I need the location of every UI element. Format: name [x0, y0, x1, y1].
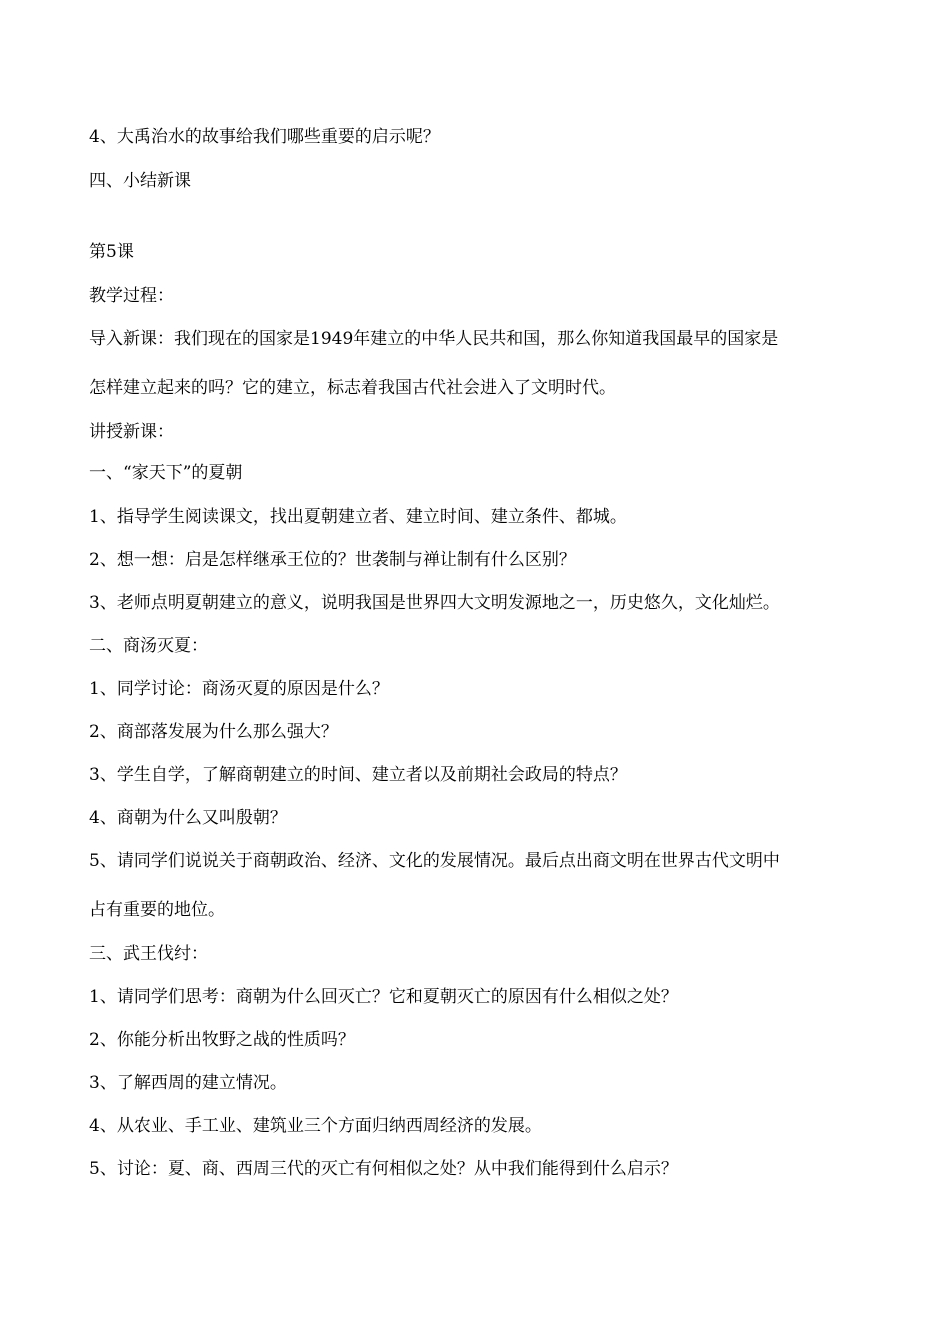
list-item: 1、请同学们思考：商朝为什么回灭亡？它和夏朝灭亡的原因有什么相似之处？ — [89, 987, 678, 1007]
text-line: 讲授新课： — [89, 422, 174, 442]
list-item: 4、从农业、手工业、建筑业三个方面归纳西周经济的发展。 — [89, 1116, 542, 1136]
section-heading: 三、武王伐纣： — [89, 944, 208, 964]
list-item-continuation: 占有重要的地位。 — [89, 900, 225, 920]
text-line: 怎样建立起来的吗？它的建立，标志着我国古代社会进入了文明时代。 — [89, 378, 616, 398]
text-line: 导入新课：我们现在的国家是1949年建立的中华人民共和国，那么你知道我国最早的国家是 — [89, 329, 779, 349]
text-line: 4、大禹治水的故事给我们哪些重要的启示呢？ — [89, 127, 440, 147]
section-heading: 一、“家天下”的夏朝 — [89, 463, 243, 483]
list-item: 2、商部落发展为什么那么强大？ — [89, 722, 338, 742]
section-heading: 四、小结新课 — [89, 171, 191, 191]
section-heading: 二、商汤灭夏： — [89, 636, 208, 656]
list-item: 1、同学讨论：商汤灭夏的原因是什么？ — [89, 679, 389, 699]
list-item: 2、你能分析出牧野之战的性质吗？ — [89, 1030, 355, 1050]
lesson-title: 第5课 — [89, 242, 134, 262]
list-item: 2、想一想：启是怎样继承王位的？世袭制与禅让制有什么区别？ — [89, 550, 576, 570]
list-item: 3、老师点明夏朝建立的意义，说明我国是世界四大文明发源地之一，历史悠久，文化灿烂。 — [89, 593, 780, 613]
list-item: 3、了解西周的建立情况。 — [89, 1073, 287, 1093]
list-item: 5、讨论：夏、商、西周三代的灭亡有何相似之处？从中我们能得到什么启示？ — [89, 1159, 678, 1179]
text-line: 教学过程： — [89, 286, 174, 306]
list-item: 1、指导学生阅读课文，找出夏朝建立者、建立时间、建立条件、都城。 — [89, 507, 627, 527]
list-item: 5、请同学们说说关于商朝政治、经济、文化的发展情况。最后点出商文明在世界古代文明中 — [89, 851, 780, 871]
list-item: 3、学生自学，了解商朝建立的时间、建立者以及前期社会政局的特点？ — [89, 765, 627, 785]
list-item: 4、商朝为什么又叫殷朝？ — [89, 808, 287, 828]
